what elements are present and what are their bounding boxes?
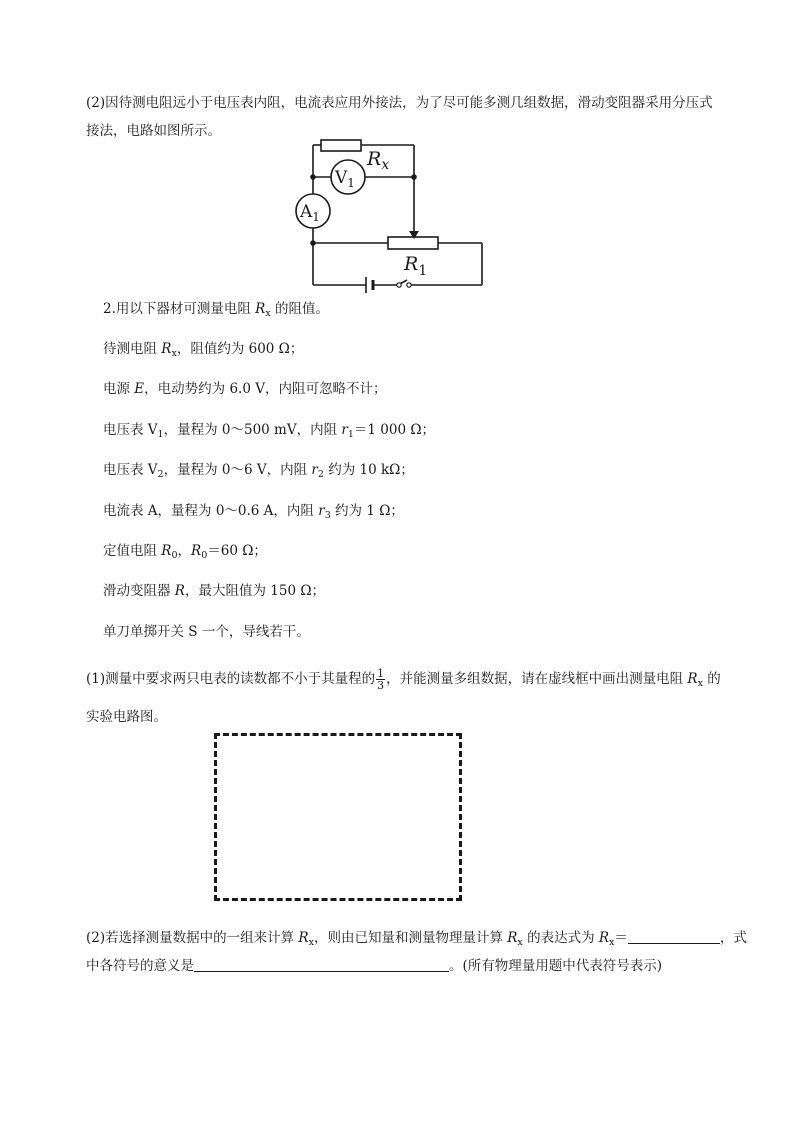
q2-part1-line1: (1)测量中要求两只电表的读数都不小于其量程的 $\frac{1}{3}$ ，并能测量多组数据，请在虚线框中画出测量电阻 $R_x$ 的 (86, 667, 721, 692)
item-rx: 待测电阻 $R_x$，阻值约为 600 Ω； (103, 341, 304, 359)
item-r0: 定值电阻 $R_0$，$R_0=60$ Ω； (103, 543, 267, 561)
prev-part2-line2: 接法，电路如图所示。 (86, 123, 221, 139)
answer-blank-expression[interactable] (628, 929, 720, 944)
item-v1: 电压表 $V_1$，量程为 0～500 mV，内阻 $r_1=1$ 000 Ω； (103, 422, 436, 440)
label-r1: $R_1$ (404, 253, 428, 279)
answer-blank-meaning[interactable] (194, 957, 449, 972)
label-a1: $A_1$ (300, 202, 320, 224)
switch-icon (397, 283, 401, 287)
q2-part2-line2: 中各符号的意义是 。(所有物理量用题中代表符号表示) (86, 958, 663, 974)
item-switch: 单刀单掷开关 S 一个，导线若干。 (103, 624, 310, 640)
prev-part2-line1: (2)因待测电阻远小于电压表内阻，电流表应用外接法，为了尽可能多测几组数据，滑动变阻器采用分压式 (86, 95, 713, 111)
rx-resistor (321, 140, 361, 151)
q2-part1-line2: 实验电路图。 (86, 709, 167, 725)
item-source: 电源 E，电动势约为 6.0 V，内阻可忽略不计； (103, 381, 387, 397)
answer-dashed-box[interactable] (214, 733, 462, 901)
item-rheostat: 滑动变阻器 R，最大阻值为 150 Ω； (103, 583, 326, 599)
label-rx: $R_x$ (367, 148, 390, 173)
item-v2: 电压表 $V_2$，量程为 0～6 V，内阻 $r_2$ 约为 10 kΩ； (103, 462, 414, 480)
fraction-one-third: $\frac{1}{3}$ (377, 667, 385, 692)
q2-intro: 2.用以下器材可测量电阻 $R_x$ 的阻值。 (103, 301, 329, 319)
label-v1: $V_1$ (335, 168, 355, 190)
rheostat-r1 (388, 237, 438, 249)
circuit-diagram (285, 135, 490, 295)
q2-part2-line1: (2)若选择测量数据中的一组来计算 $R_x$，则由已知量和测量物理量计算 $R_x$ 的表达式为 $R_x=$ ，式 (86, 930, 747, 948)
item-ammeter: 电流表 A，量程为 0～0.6 A，内阻 $r_3$ 约为 1 Ω； (103, 503, 404, 521)
